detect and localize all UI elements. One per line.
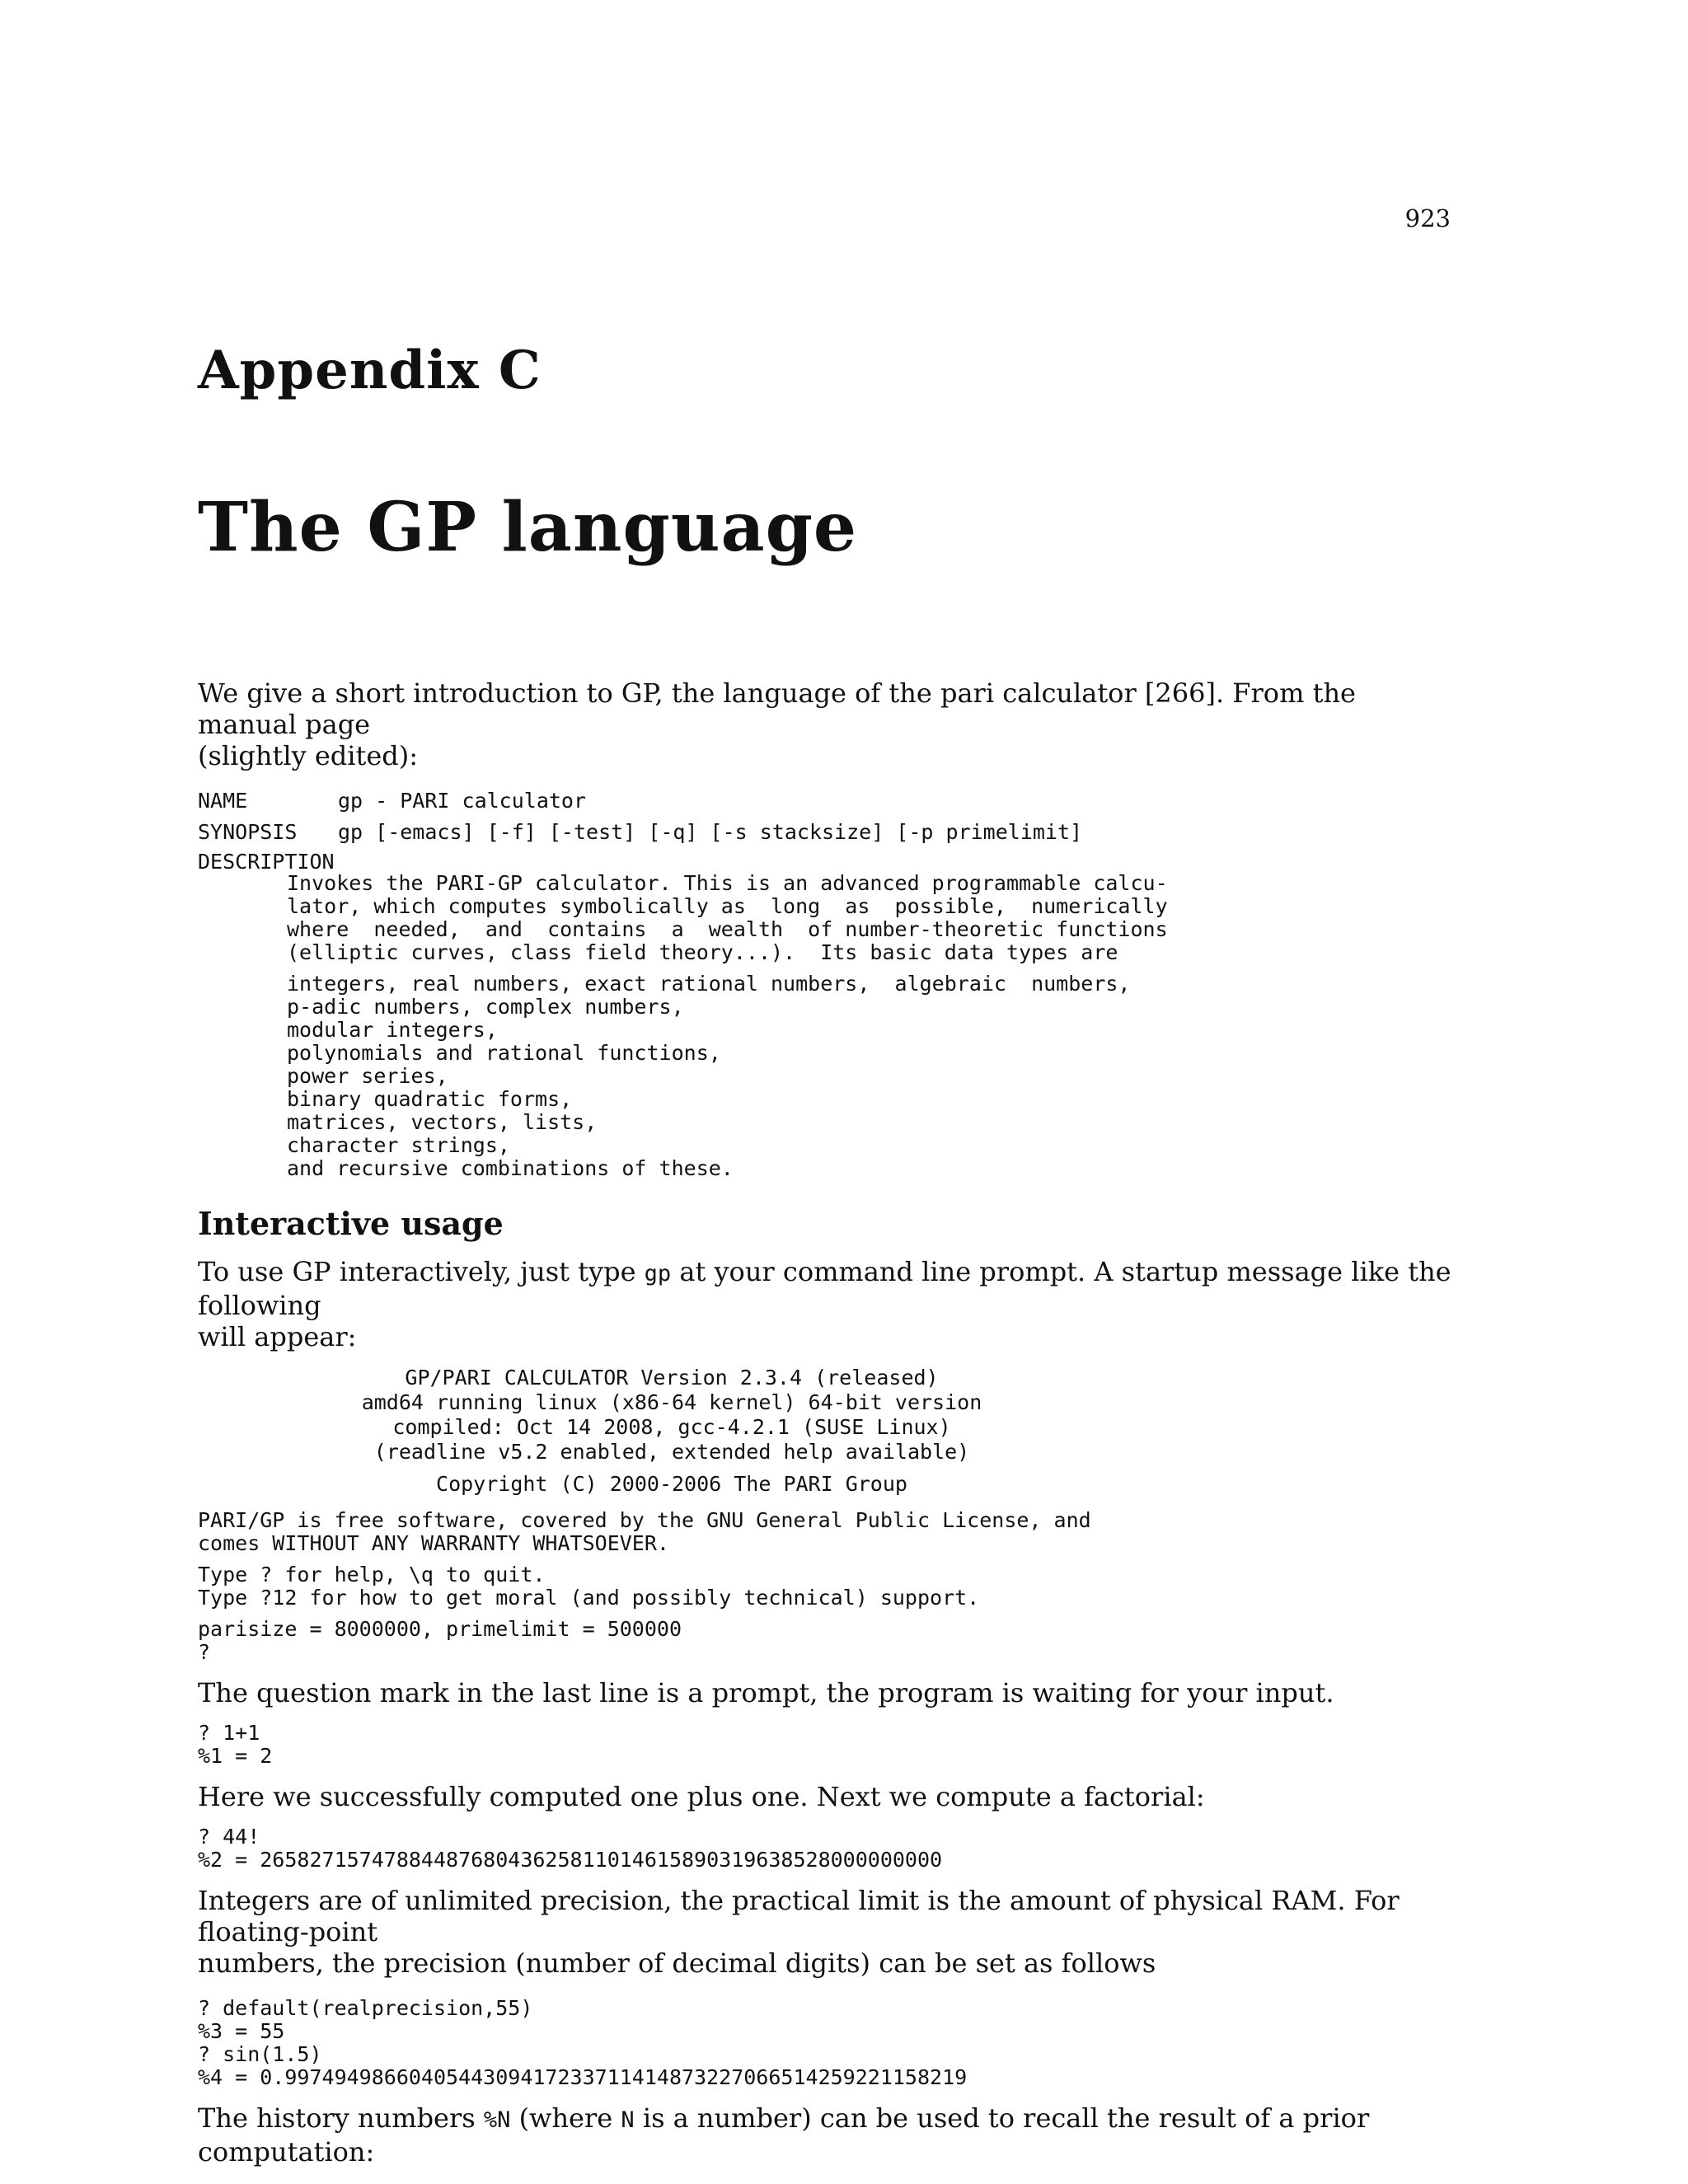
data-type-line: polynomials and rational functions, bbox=[287, 1041, 721, 1065]
factorial-note: Here we successfully computed one plus one. Next we compute a factorial: bbox=[198, 1781, 1205, 1812]
code-line: %1 = 2 bbox=[198, 1744, 273, 1768]
manpage-data-types bbox=[287, 972, 1459, 1180]
inline-code: %N bbox=[483, 2107, 511, 2133]
intro-line-1: We give a short introduction to GP, the language of the pari calculator [266]. From the manual page bbox=[198, 677, 1356, 740]
usage-text: To use GP interactively, just type bbox=[198, 1256, 645, 1287]
startup-banner bbox=[198, 1366, 1459, 1496]
description-line: where needed, and contains a wealth of number-theoretic functions bbox=[287, 917, 1168, 941]
intro-line-2: (slightly edited): bbox=[198, 740, 419, 771]
precision-note-line: numbers, the precision (number of decimal digits) can be set as follows bbox=[198, 1947, 1156, 1979]
license-line: PARI/GP is free software, covered by the GNU General Public License, and bbox=[198, 1508, 1091, 1532]
manpage-synopsis-value: gp [-emacs] [-f] [-test] [-q] [-s stacksize] [-p primelimit] bbox=[338, 820, 1083, 844]
precision-note-line: Integers are of unlimited precision, the practical limit is the amount of physical RAM. For floating-point bbox=[198, 1885, 1400, 1947]
banner-line: amd64 running linux (x86-64 kernel) 64-bit version bbox=[361, 1390, 982, 1414]
usage-text: will appear: bbox=[198, 1321, 357, 1352]
section-heading: Interactive usage bbox=[198, 1205, 504, 1242]
status-line: parisize = 8000000, primelimit = 500000 bbox=[198, 1617, 682, 1641]
inline-code: gp bbox=[644, 1261, 672, 1286]
example-precision bbox=[198, 1997, 1459, 2089]
inline-code: N bbox=[621, 2107, 635, 2133]
help-line: Type ? for help, \q to quit. bbox=[198, 1563, 546, 1586]
data-type-line: modular integers, bbox=[287, 1018, 498, 1042]
banner-line: (readline v5.2 enabled, extended help available) bbox=[373, 1440, 970, 1464]
history-text: is a number) can be used to recall the result of a prior computation: bbox=[198, 2102, 1370, 2168]
license-text bbox=[198, 1509, 1459, 1555]
example-factorial bbox=[198, 1825, 1459, 1872]
manpage-name-row bbox=[198, 790, 1459, 813]
manpage-description-key: DESCRIPTION bbox=[198, 850, 335, 874]
banner-line: compiled: Oct 14 2008, gcc-4.2.1 (SUSE Linux) bbox=[392, 1415, 951, 1439]
chapter-title: The GP language bbox=[198, 488, 858, 567]
data-type-line: p-adic numbers, complex numbers, bbox=[287, 995, 684, 1019]
prompt-note: The question mark in the last line is a prompt, the program is waiting for your input. bbox=[198, 1677, 1334, 1708]
manpage-name-key: NAME bbox=[198, 789, 248, 813]
code-line: %3 = 55 bbox=[198, 2019, 285, 2043]
appendix-label: Appendix C bbox=[198, 340, 542, 401]
code-line: ? default(realprecision,55) bbox=[198, 1996, 533, 2020]
description-line: (elliptic curves, class field theory...). Its basic data types are bbox=[287, 940, 1118, 964]
usage-paragraph bbox=[198, 1256, 1459, 1352]
manpage-synopsis-key: SYNOPSIS bbox=[198, 820, 298, 844]
description-line: lator, which computes symbolically as long as possible, numerically bbox=[287, 894, 1168, 918]
prompt-line: ? bbox=[198, 1640, 211, 1664]
banner-line: GP/PARI CALCULATOR Version 2.3.4 (released) bbox=[405, 1366, 939, 1390]
code-line: ? sin(1.5) bbox=[198, 2042, 322, 2066]
status-text bbox=[198, 1618, 1459, 1664]
license-line: comes WITHOUT ANY WARRANTY WHATSOEVER. bbox=[198, 1531, 669, 1555]
help-text bbox=[198, 1563, 1459, 1610]
code-line: ? 44! bbox=[198, 1825, 260, 1849]
history-note bbox=[198, 2102, 1459, 2168]
data-type-line: integers, real numbers, exact rational numbers, algebraic numbers, bbox=[287, 972, 1131, 996]
data-type-line: power series, bbox=[287, 1064, 448, 1088]
code-line: ? 1+1 bbox=[198, 1721, 260, 1745]
history-text: The history numbers bbox=[198, 2102, 484, 2134]
usage-text: at your command line prompt. A startup message like the following bbox=[198, 1256, 1451, 1321]
manpage-name-value: gp - PARI calculator bbox=[338, 789, 587, 813]
precision-note bbox=[198, 1885, 1459, 1979]
description-line: Invokes the PARI-GP calculator. This is an advanced programmable calcu- bbox=[287, 871, 1168, 895]
copyright-line: Copyright (C) 2000-2006 The PARI Group bbox=[436, 1472, 907, 1496]
data-type-line: character strings, bbox=[287, 1133, 510, 1157]
manpage-description-text bbox=[287, 872, 1459, 964]
history-text: (where bbox=[510, 2102, 621, 2134]
manpage-description bbox=[198, 872, 1459, 1180]
code-line: %4 = 0.9974949866040544309417233711414873227066514259221158219 bbox=[198, 2065, 968, 2089]
code-line: %2 = 2658271574788448768043625811014615890319638528000000000 bbox=[198, 1848, 943, 1872]
manpage-synopsis-row bbox=[198, 821, 1459, 844]
data-type-line: and recursive combinations of these. bbox=[287, 1156, 734, 1180]
intro-paragraph bbox=[198, 677, 1459, 771]
example-addition bbox=[198, 1722, 1459, 1768]
data-type-line: binary quadratic forms, bbox=[287, 1087, 573, 1111]
help-line: Type ?12 for how to get moral (and possibly technical) support. bbox=[198, 1586, 980, 1610]
data-type-line: matrices, vectors, lists, bbox=[287, 1110, 598, 1134]
body-text bbox=[198, 677, 1459, 2168]
page-number: 923 bbox=[1404, 204, 1451, 232]
